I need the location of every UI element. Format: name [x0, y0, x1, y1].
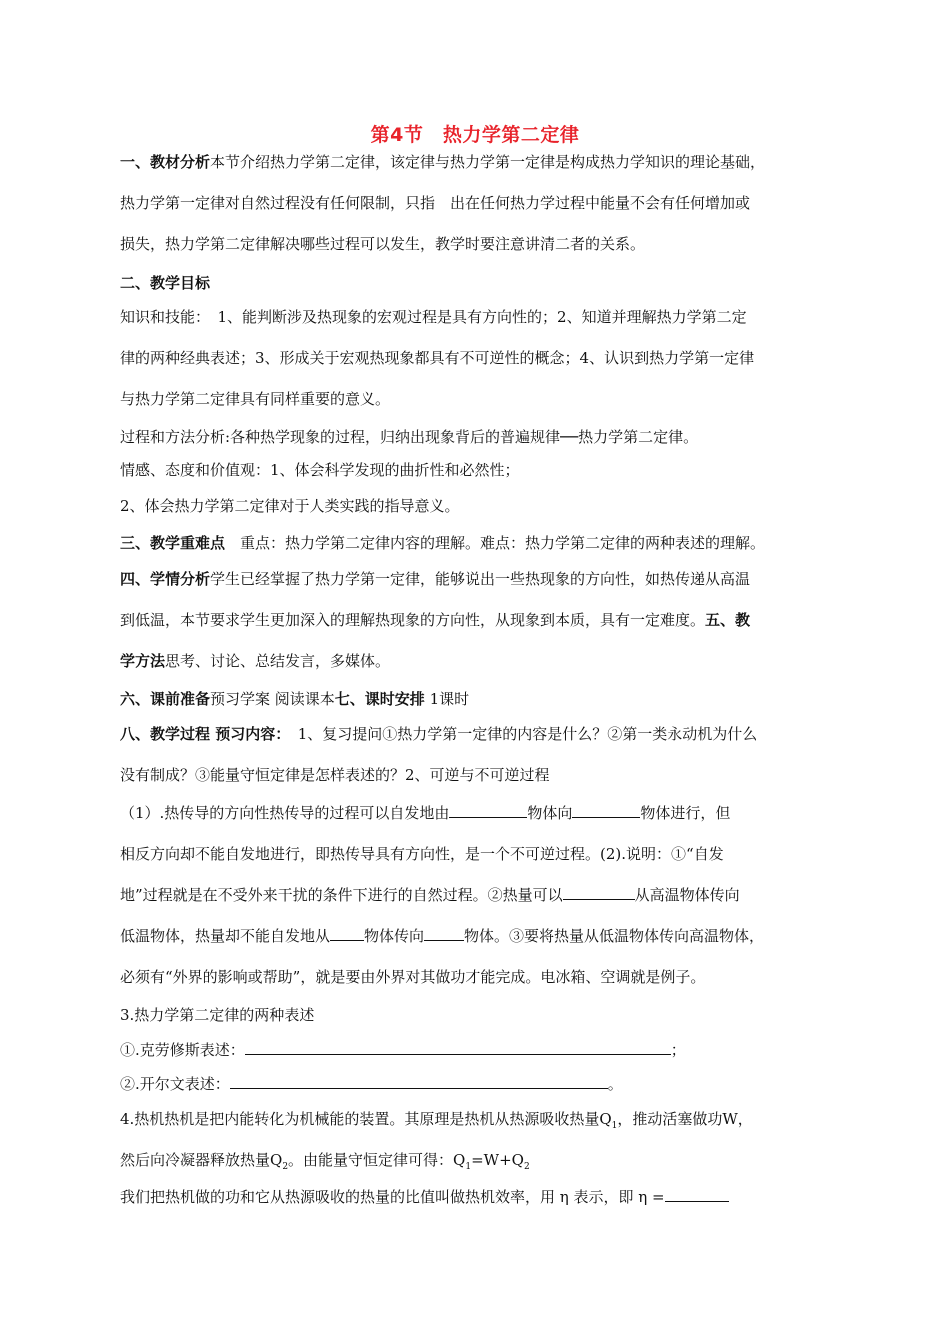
s5-heading-part1: 五、教: [705, 611, 751, 629]
subscript-4: 2: [523, 1162, 530, 1172]
s8-line2: 没有制成？③能量守恒定律是怎样表述的？2、可逆与不可逆过程: [120, 766, 550, 784]
fill-blank-3[interactable]: [563, 885, 635, 900]
s1-heading: 一、教材分析: [120, 153, 211, 171]
fill-blank-1[interactable]: [449, 803, 527, 818]
clausius-label: ①.克劳修斯表述：: [120, 1041, 245, 1059]
s4-text1: 学生已经掌握了热力学第一定律，能够说出一些热现象的方向性，如热传递从高温: [210, 570, 751, 588]
s2-line2: 律的两种经典表述；3、形成关于宏观热现象都具有不可逆性的概念；4、认识到热力学第一定律: [120, 349, 755, 367]
s8-l12-text-c: =W+Q: [471, 1151, 524, 1169]
s7-text: 1课时: [424, 690, 470, 708]
s8-l12-text-b: 。由能量守恒定律可得：Q: [288, 1151, 466, 1169]
fill-blank-efficiency[interactable]: [665, 1187, 729, 1202]
s8-line9: [120, 1040, 850, 1060]
kelvin-label: ②.开尔文表述：: [120, 1075, 230, 1093]
s8-line6: [120, 926, 850, 946]
s2-line4: 过程和方法分析:各种热学现象的过程，归纳出现象背后的普遍规律──热力学第二定律。: [120, 428, 699, 446]
subscript-1: 1: [611, 1121, 618, 1131]
s4-line3: [120, 651, 850, 671]
s2-line5: 情感、态度和价值观：1、体会科学发现的曲折性和必然性；: [120, 461, 520, 479]
s3-line: [120, 533, 850, 553]
fill-blank-clausius[interactable]: [245, 1040, 671, 1055]
s8-l13-text: 我们把热机做的功和它从热源吸收的热量的比值叫做热机效率，用 η 表示，即 η =: [120, 1188, 665, 1206]
s7-heading: 七、课时安排: [334, 690, 425, 708]
s8-text1: 1、复习提问①热力学第一定律的内容是什么？②第一类永动机为什么: [282, 725, 758, 743]
s3-text: 重点：热力学第二定律内容的理解。难点：热力学第二定律的两种表述的理解。: [225, 534, 766, 552]
s8-line8: 3.热力学第二定律的两种表述: [120, 1006, 315, 1024]
fill-blank-2[interactable]: [572, 803, 640, 818]
s2-line1: 知识和技能： 1、能判断涉及热现象的宏观过程是具有方向性的；2、知道并理解热力学第二定: [120, 308, 747, 326]
s8-line5: [120, 885, 850, 905]
s4-line2: [120, 610, 850, 630]
subscript-2: 2: [282, 1162, 289, 1172]
s1-line2: 热力学第一定律对自然过程没有任何限制，只指 出在任何热力学过程中能量不会有任何增加或: [120, 194, 751, 212]
subscript-3: 1: [465, 1162, 472, 1172]
s1-line1: [120, 152, 850, 172]
s8-l12-text-a: 然后向冷凝器释放热量Q: [120, 1151, 283, 1169]
s8-l6-text-b: 物体传向: [364, 927, 425, 945]
s5-heading-part2: 学方法: [120, 652, 166, 670]
s8-line7: 必须有“外界的影响或帮助”，就是要由外界对其做功才能完成。电冰箱、空调就是例子。: [120, 968, 706, 986]
page-title: 第4节 热力学第二定律: [370, 124, 580, 146]
s8-line3: [120, 803, 850, 823]
s8-l6-text-a: 低温物体，热量却不能自发地从: [120, 927, 331, 945]
s6-heading: 六、课前准备: [120, 690, 211, 708]
s8-l3-text-a: （1）.热传导的方向性热传导的过程可以自发地由: [120, 804, 450, 822]
s3-heading: 三、教学重难点: [120, 534, 226, 552]
s8-l5-text-b: 从高温物体传向: [634, 886, 740, 904]
fill-blank-5[interactable]: [424, 926, 464, 941]
s2-line3: 与热力学第二定律具有同样重要的意义。: [120, 390, 391, 408]
s4-line1: [120, 569, 850, 589]
fill-blank-4[interactable]: [330, 926, 364, 941]
kelvin-end: 。: [607, 1075, 623, 1093]
s8-line10: [120, 1074, 850, 1094]
s5-text: 思考、讨论、总结发言，多媒体。: [165, 652, 391, 670]
s8-line12: [120, 1150, 850, 1177]
s8-l11-text-a: 4.热机热机是把内能转化为机械能的装置。其原理是热机从热源吸收热量Q: [120, 1110, 612, 1128]
clausius-end: ；: [670, 1041, 686, 1059]
s8-l3-text-b: 物体向: [527, 804, 573, 822]
s6-line: [120, 689, 850, 709]
fill-blank-kelvin[interactable]: [230, 1074, 608, 1089]
s8-line11: [120, 1109, 850, 1136]
s8-line4: 相反方向却不能自发地进行，即热传导具有方向性，是一个不可逆过程。(2).说明：①“自发: [120, 845, 724, 863]
s8-l5-text-a: 地”过程就是在不受外来干扰的条件下进行的自然过程。②热量可以: [120, 886, 563, 904]
s8-line1: [120, 724, 850, 744]
s1-line3: 损失，热力学第二定律解决哪些过程可以发生，教学时要注意讲清二者的关系。: [120, 235, 646, 253]
s4-text2: 到低温，本节要求学生更加深入的理解热现象的方向性，从现象到本质，具有一定难度。: [120, 611, 706, 629]
s2-heading: 二、教学目标: [120, 274, 211, 292]
s8-l11-text-b: ，推动活塞做功W，: [617, 1110, 753, 1128]
s2-line6: 2、体会热力学第二定律对于人类实践的指导意义。: [120, 497, 460, 515]
s8-l3-text-c: 物体进行，但: [640, 804, 731, 822]
s8-heading: 八、教学过程 预习内容：: [120, 725, 283, 743]
s4-heading: 四、学情分析: [120, 570, 211, 588]
s8-l6-text-c: 物体。③要将热量从低温物体传向高温物体，: [464, 927, 765, 945]
s1-text1: 本节介绍热力学第二定律，该定律与热力学第一定律是构成热力学知识的理论基础，: [210, 153, 766, 171]
s6-text: 预习学案 阅读课本: [210, 690, 335, 708]
s8-line13: [120, 1187, 850, 1207]
